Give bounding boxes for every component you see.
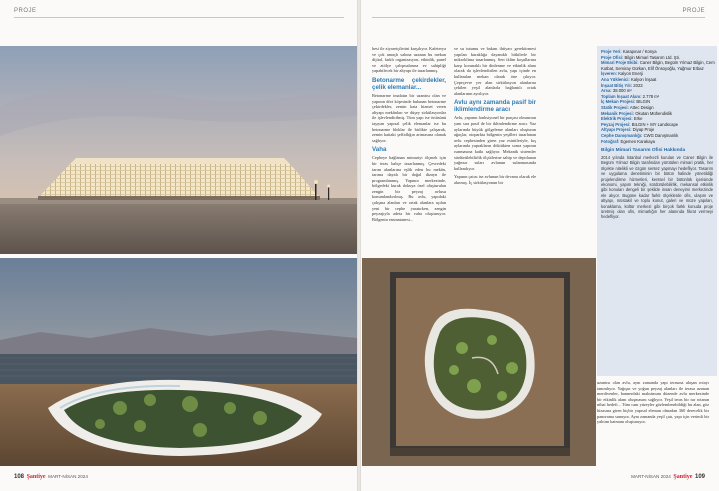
page-number-left: 108	[14, 474, 25, 480]
credit-value: Attec Design	[629, 104, 654, 110]
credit-label: Mimari Proje Ekibi:	[601, 60, 639, 66]
top-rule-right	[372, 17, 705, 18]
column1-heading-oasis: Vaha	[372, 146, 387, 154]
credit-label: Peyzaj Projesi:	[601, 121, 631, 127]
column1-paragraph: hesi ile ziyaretçilerini karşılıyor. Kafeterya ve çok amaçlı salona uzanan bu mekan dijital, farklı organizasyon, etkinlik, panel ve atölye çalışmalarına ev sahipliği yapabilecek bir altyapı ile tasarlanmış.	[372, 46, 446, 74]
credit-value: BILGIN	[636, 99, 651, 105]
credit-value: Caner Bilgin, Begüm Yılmaz Bilgin, Cem Kutbat, Semiray Gürkan, Elif Önsoyoğlu, Yağmur Erbaz	[601, 60, 715, 71]
office-about-heading: Bilgin Mimari Tasarım Ofisi Hakkında	[601, 148, 686, 154]
credit-label: Arsa:	[601, 88, 612, 94]
column3-paragraph: uzantısı olan avlu, aynı zamanda yapı terasına ulaşan rotayı tanımlıyor. Yağışın ve yoğun peyzaj alanları ile terasa uzanan merdivenler, bannerdaki maksimum düzende avlu merkezinde bir etkinlik alanı oluşmasını sağlıyor. Yeşil teras bir tur rotanın nihai hedefi... Tüm cam yüzeyler gözlemlenebildiği bu alan, göz hizasına giren hiçbir yapısal eleman olmadan 360 derecelik bir panorama sunuyor. Aynı zamanda yeşil çatı, yapı için verimli bir yalıtım katmanı oluşturuyor.	[597, 380, 709, 425]
page-number-right: 109	[694, 474, 705, 480]
column2-paragraph: Avlu, yapının fonksiyonel bir parçası olmasının yanı sıra pasif de bir iklimlendirme aracı. Yaz aylarında büyük gölgeleme alanları oluşturan ağaçlar, otoparkta bölgenin yeşilleri tasarlanan avlu cephesinden giren yaz esintileriyle, kış aylarında yaprakların döktükten sonra yapının ısınmasına katkı sağlıyor. Mekanik sistemler sürdürülebilirlik ölçütlerine sahip ve depolanan yağmur suları avlunun sulanmasında kullanılıyor.	[454, 115, 536, 171]
credit-label: Elektrik Projesi:	[601, 116, 633, 122]
building-dusk-illustration	[0, 46, 357, 254]
text-column-2	[454, 46, 536, 254]
credit-label: İç Mekan Projesi:	[601, 99, 636, 105]
credit-label: Toplam İnşaat Alanı:	[601, 93, 642, 99]
column2-paragraph: Yapının çatısı ise avlunun bir devamı olarak ele alınmış. İç sirkülasyonun bir	[454, 174, 536, 185]
credit-value: Kalyon Enerji	[618, 71, 643, 77]
top-view-courtyard-photo	[362, 258, 596, 466]
credit-value: Okutan Mühendislik	[635, 110, 673, 116]
issue-date-right: MART-NİSAN 2024	[631, 474, 671, 479]
credit-label: Statik Projesi:	[601, 104, 629, 110]
credit-value: Bilgin Mimari Tasarım Ltd. Şti.	[624, 54, 680, 60]
page-gutter	[357, 0, 361, 491]
aerial-courtyard-illustration	[0, 258, 357, 466]
project-credits-list	[597, 49, 717, 144]
footer-right	[631, 474, 705, 480]
magazine-logo-right: Şantiye	[673, 474, 693, 480]
aerial-courtyard-photo	[0, 258, 357, 466]
magazine-logo-left: Şantiye	[26, 474, 46, 480]
credit-value: Erke	[633, 116, 643, 122]
credit-label: Proje Ofisi:	[601, 54, 624, 60]
building-dusk-photo	[0, 46, 357, 254]
column1-paragraph: Cepheye bağlanan mimariyi ölçmek için bir teras bahçe tasarlanmış. Çevredeki tarım alanlarına eşlik eden bu mekân, tarıma dayalı bir doğal dizayn ile programlanmış. Yapının merkezinde, bölgedeki kurak dokuya özel oluşturulan zengin bir peyzaj avlusu konumlandırılmış. Bu avlu, yapıdaki çalışma alanları ve ortak alanlara açılan yeni bir cephe yaratırken, zengin peyzajıyla adeta bir vaha oluşturuyor. Bölgenin enstantanesi...	[372, 155, 446, 222]
text-column-3	[597, 380, 709, 470]
credit-label: İşveren:	[601, 71, 618, 77]
credit-value: Kalyon İnşaat	[630, 76, 657, 82]
credit-label: Altyapı Projesi:	[601, 127, 632, 133]
credit-value: CWG Danışmanlık	[643, 132, 679, 138]
project-info-box	[597, 46, 717, 376]
section-tag-right: PROJE	[682, 8, 705, 14]
column1-paragraph: Betonarme imalatın bir uzantısı olan ve yapının dört köşesinde bulunan betonarme çekirdekler, zemin kata hizmet veren altyapı mekânları ve düşey sirkülasyonlar ile işlevlendirilmiş. Tüm yapı ise örtüsünü taşıyan yapısal çelik elemanlar ise bu betonarme bloklar ile birlikte çalışarak, zemin kattaki şeffaflığın artmasına olanak sağlıyor.	[372, 92, 446, 143]
credit-value: Diyap Proje	[632, 127, 655, 133]
column2-heading-courtyard: Avlu aynı zamanda pasif bir iklimlendirme aracı	[454, 99, 536, 114]
project-credit-row	[597, 60, 717, 71]
section-tag-left: PROJE	[14, 8, 37, 14]
credit-value: BILGIN + MY Landscape	[631, 121, 679, 127]
credit-label: Proje Yeri:	[601, 49, 622, 54]
column2-paragraph: ve su tutumu ve bakım ihtiyacı gerektirmesi yapılan kuraklığa dayanıklı bitkilerle bir mikroklima tasarlanmış. Sert iklim koşullarına karşı korunaklı bir dinlenme ve etkinlik alanı olarak da işlevlendirilen avlu, yapı içinde en kullanılan mekan olarak öne çıkıyor. Çepeçevre yer alan sirkülasyon alanlarını çekilen yeşil alanlarla bağlantılı ortak alanlarının ayrılıyor.	[454, 46, 536, 96]
top-rule-left	[14, 17, 344, 18]
credit-label: Ana Yüklenici:	[601, 76, 630, 82]
credit-label: Mekanik Projesi:	[601, 110, 635, 116]
credit-value: 2.778 m²	[642, 93, 660, 99]
credit-value: Egemen Karakaya	[620, 138, 655, 144]
credit-value: 2023	[633, 82, 643, 88]
credit-value: Karapınar / Konya	[622, 49, 657, 54]
office-about-text: 2014 yılında İstanbul merkezli kurulan ve Caner Bilgin ile Begüm Yılmaz Bilgin tarafından yürütülen mimari pratik, her ölçekte nitelikli ve özgün sentez yapmayı hedefliyor. Tasarım ve uygulama denetiminin bir bütün halinde yönetildiği projelendirme hizmetleri, kentsel bir bütünlük içerisinde ekonomi, yapım tekniği, sürdürülebilirlik, mekansal etkinlik gibi konuları dengeli bir şekilde insan deneyimi merkezinde ele alıyor. Bugüne kadar farklı ölçeklerde ofis, ulaşım ve altyapı, müstakil ve toplu konut, galeri ve müze yapıları, konaklama, kültür merkezi gibi birçok farklı konuda proje üretmiş olan ofis, mimarlığın her alanında fikrat vermeyi hedefliyor.	[601, 154, 713, 220]
text-column-1	[372, 46, 446, 254]
top-view-courtyard-illustration	[362, 258, 596, 466]
project-credit-row	[597, 139, 717, 145]
credit-value: 38.000 m²	[612, 88, 632, 94]
footer-left	[14, 474, 88, 480]
column1-heading-concrete: Betonarme çekirdekler, çelik elemanlar...	[372, 76, 446, 91]
credit-label: Fotoğraf:	[601, 138, 620, 144]
credit-label: Cephe Danışmanlığı:	[601, 132, 643, 138]
issue-date-left: MART-NİSAN 2024	[48, 474, 88, 479]
credit-label: İnşaat Bitiş Yılı:	[601, 82, 633, 88]
